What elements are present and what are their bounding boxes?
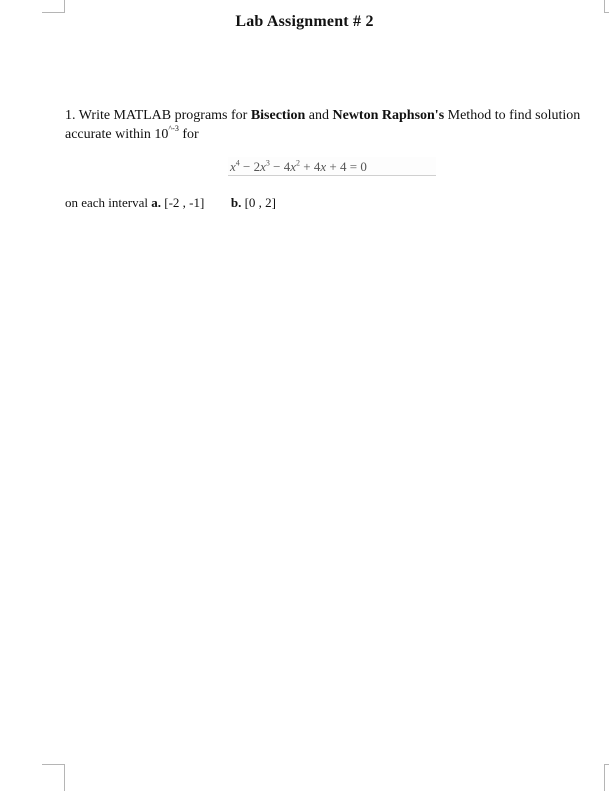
eq-term-var: x (260, 159, 266, 174)
page-title: Lab Assignment # 2 (235, 13, 374, 30)
question-text-and: and (308, 108, 329, 123)
crop-mark-top-left (42, 0, 65, 13)
eq-term-exp: 4 (235, 158, 240, 168)
method-newton-raphson: Newton Raphson's (332, 108, 445, 123)
eq-operator: − (243, 159, 251, 174)
tolerance-exponent: ^-3 (168, 124, 179, 134)
interval-b-label: b. (230, 195, 242, 210)
crop-mark-top-right (604, 0, 609, 13)
eq-equals: = (349, 159, 358, 174)
eq-operator: − (273, 159, 281, 174)
eq-term-var: x (230, 159, 236, 174)
crop-mark-bottom-left (42, 764, 65, 791)
interval-a-label: a. (151, 195, 162, 210)
eq-constant: 4 (340, 159, 347, 174)
eq-term-exp: 2 (296, 158, 301, 168)
method-bisection: Bisection (250, 108, 306, 123)
intervals-lead: on each interval (65, 195, 149, 210)
question-text-before: Write MATLAB programs for (78, 108, 248, 123)
eq-rhs: 0 (360, 159, 367, 174)
eq-operator: + (329, 159, 337, 174)
interval-a-value: [-2 , -1] (164, 195, 205, 210)
question-1 (65, 106, 595, 144)
eq-term-var: x (320, 159, 327, 174)
intervals-line (65, 194, 276, 212)
eq-term-coef: 4 (313, 159, 321, 174)
eq-term-exp: 3 (265, 158, 270, 168)
eq-operator: + (303, 159, 311, 174)
eq-term-coef: 2 (253, 159, 261, 174)
equation-image (228, 157, 436, 176)
tolerance-base: 10 (154, 127, 169, 142)
question-number: 1. (65, 108, 76, 123)
tolerance (154, 124, 179, 142)
question-text-for: for (182, 127, 199, 142)
eq-term-coef: 4 (283, 159, 291, 174)
question-text-after: Method to find solution accurate within (65, 108, 581, 142)
eq-term-var: x (290, 159, 297, 174)
interval-b-value: [0 , 2] (244, 195, 276, 210)
crop-mark-bottom-right (604, 764, 609, 791)
